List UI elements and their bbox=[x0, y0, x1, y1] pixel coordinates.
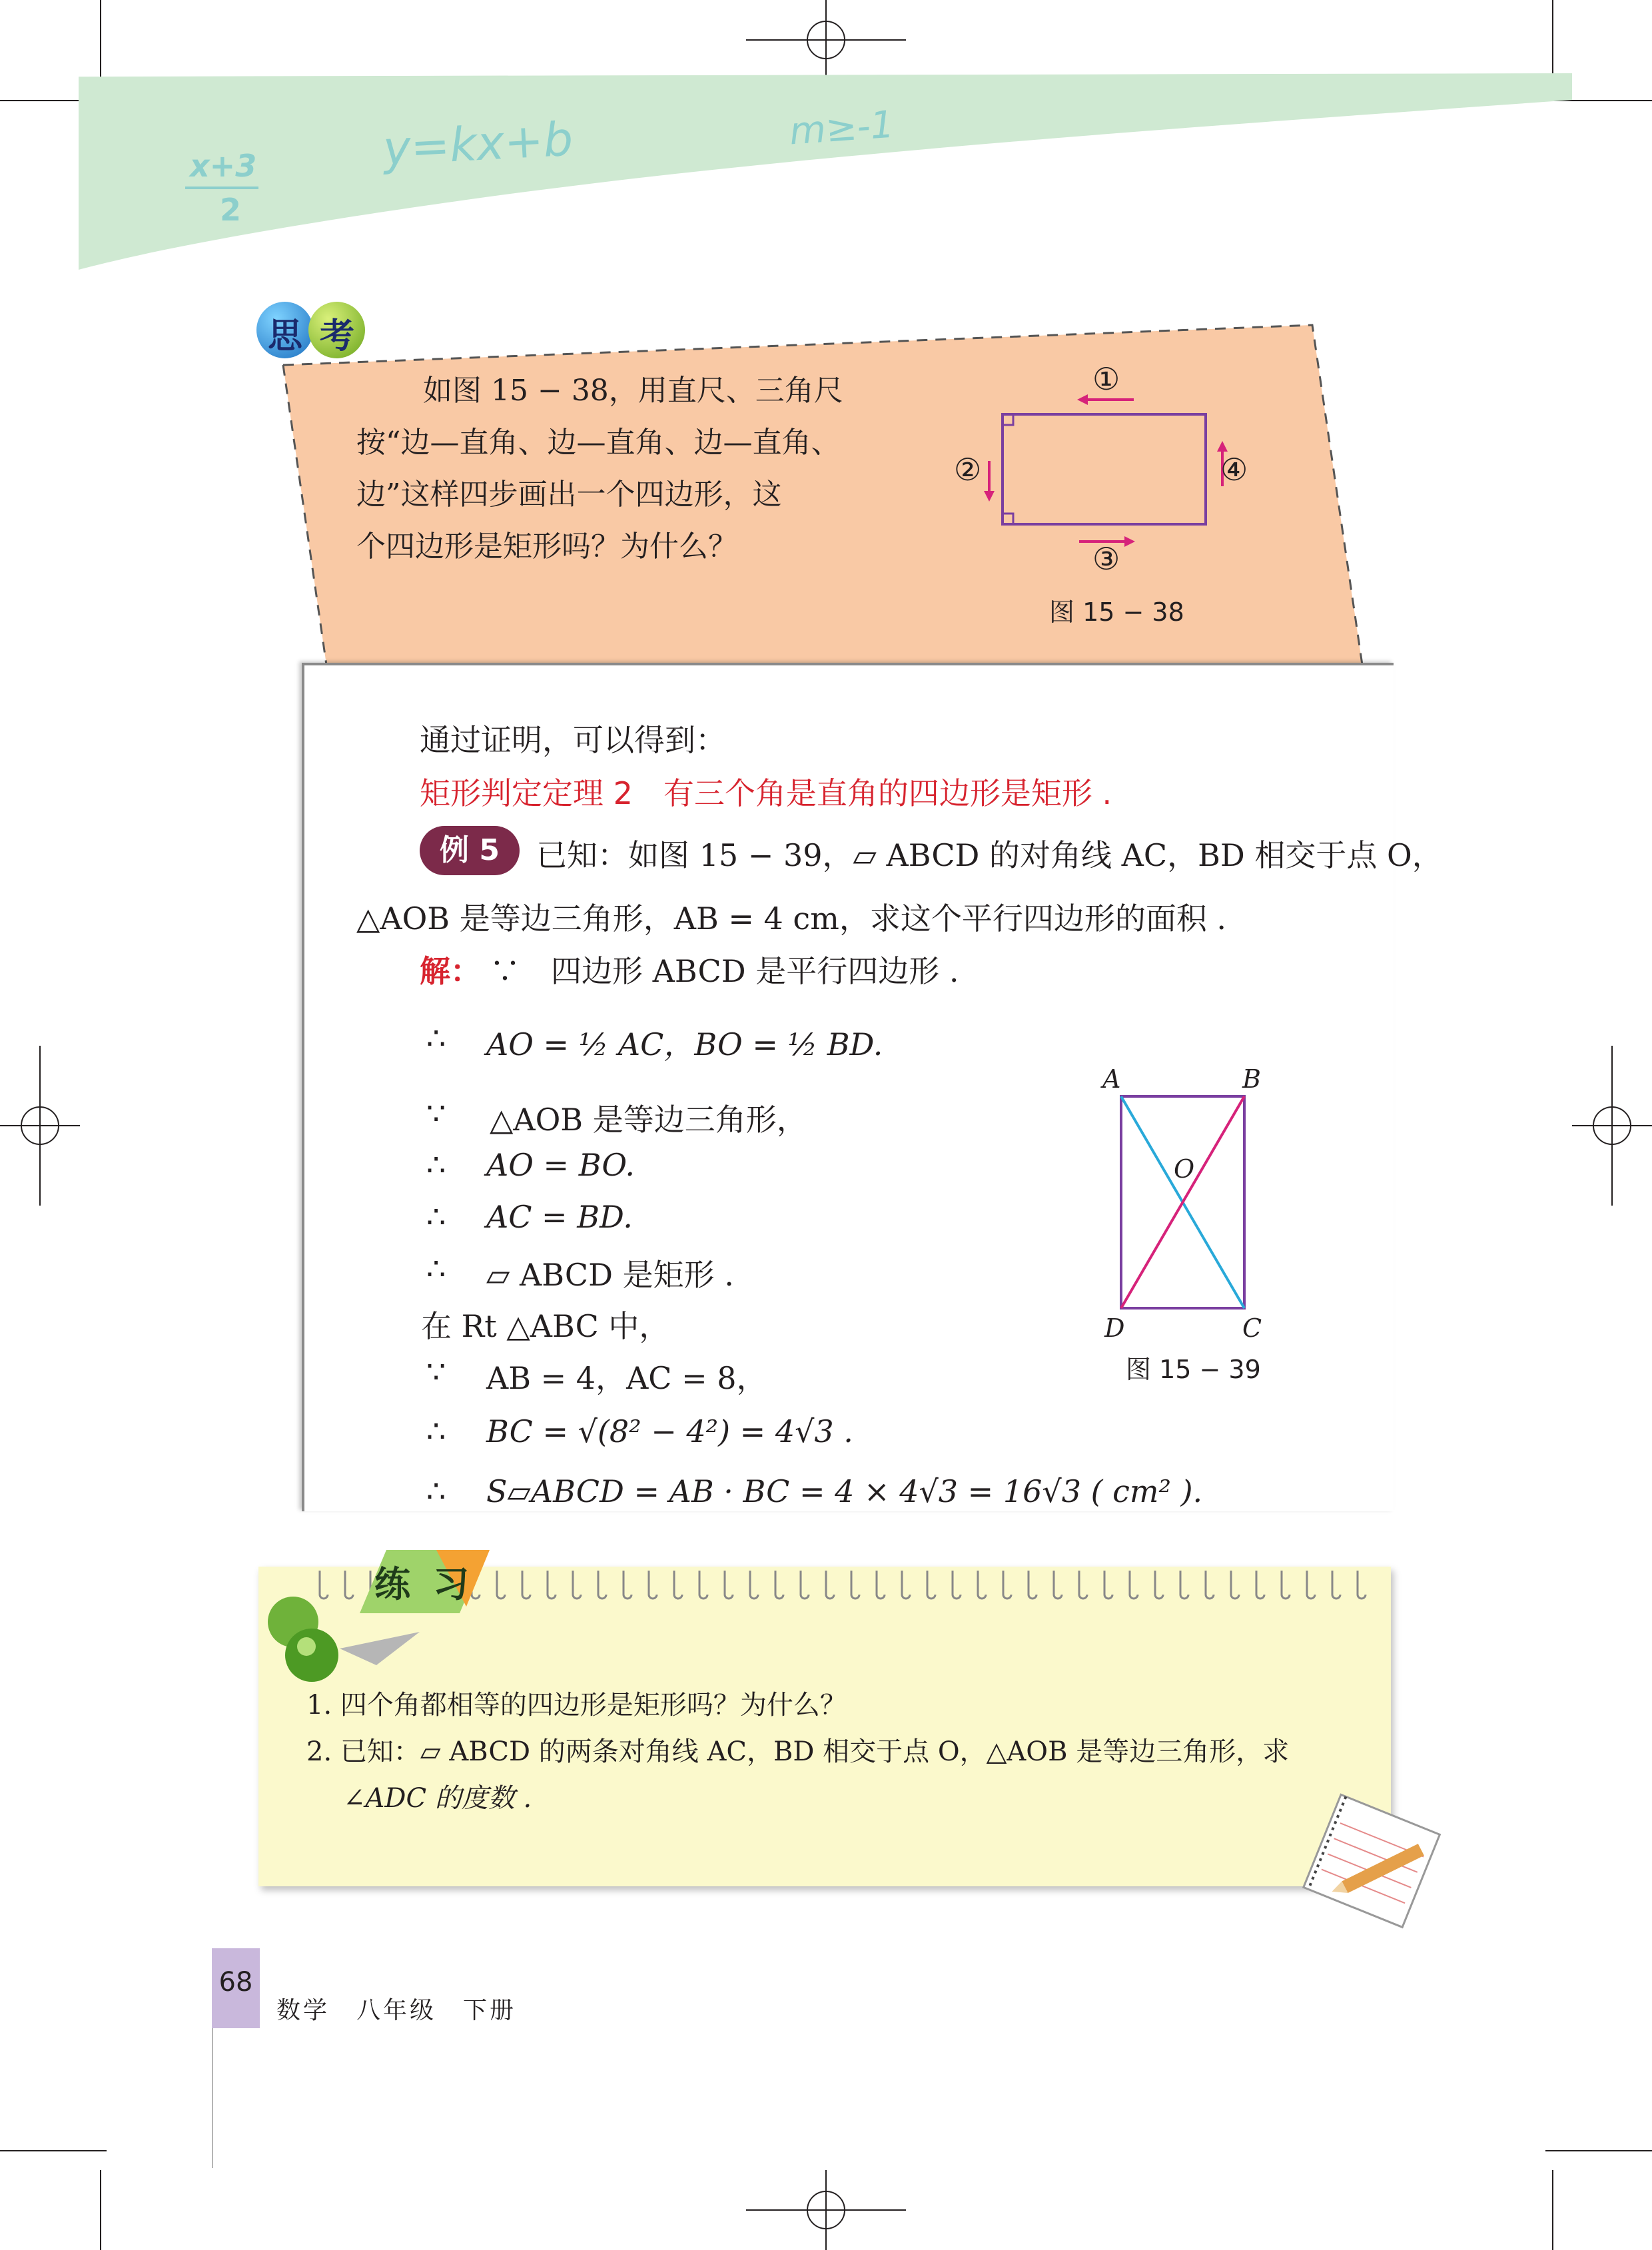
step-text: AO = ½ AC，BO = ½ BD. bbox=[486, 1026, 883, 1062]
step-symbol: ∴ bbox=[426, 1413, 446, 1449]
step-symbol: ∴ bbox=[426, 1199, 446, 1235]
fig39-label-o: O bbox=[1174, 1154, 1195, 1184]
fig39-label-c: C bbox=[1242, 1313, 1262, 1343]
example-line-2: △AOB 是等边三角形，AB = 4 cm，求这个平行四边形的面积 . bbox=[356, 901, 1227, 937]
think-line-4: 个四边形是矩形吗？为什么？ bbox=[356, 530, 737, 563]
book-title: 数学 八年级 下册 bbox=[276, 1997, 517, 2024]
fig38-label-4: ④ bbox=[1220, 452, 1248, 488]
step-symbol: ∴ bbox=[426, 1473, 446, 1509]
page-number: 68 bbox=[218, 1967, 253, 1998]
think-title-char1: 思 bbox=[267, 316, 302, 356]
banner-fraction-denominator: 2 bbox=[220, 192, 242, 228]
think-badge bbox=[256, 298, 373, 362]
fig38-arrow-2 bbox=[984, 461, 995, 502]
solution-first-line: ∵ 四边形 ABCD 是平行四边形 . bbox=[490, 953, 959, 989]
step-symbol: ∴ bbox=[426, 1020, 446, 1056]
solution-label: 解： bbox=[420, 953, 481, 989]
notepad-pencil-icon bbox=[1289, 1792, 1455, 1945]
step-text: S▱ABCD = AB · BC = 4 × 4√3 = 16√3 ( cm² ). bbox=[486, 1473, 1203, 1509]
fig38-label-1: ① bbox=[1092, 361, 1120, 397]
fig38-caption: 图 15 − 38 bbox=[1049, 597, 1184, 627]
exercise-1: 1. 四个角都相等的四边形是矩形吗？为什么？ bbox=[306, 1690, 847, 1720]
step-symbol: ∴ bbox=[426, 1251, 446, 1287]
practice-title-char1: 练 bbox=[374, 1563, 410, 1605]
theorem-text: 矩形判定定理 2 有三个角是直角的四边形是矩形 . bbox=[420, 775, 1112, 811]
intro-text: 通过证明，可以得到： bbox=[420, 722, 726, 758]
banner-linear-formula: y=kx+b bbox=[382, 111, 575, 177]
step-text: 在 Rt △ABC 中， bbox=[421, 1308, 670, 1344]
fig39-label-a: A bbox=[1102, 1064, 1121, 1094]
step-text: AC = BD. bbox=[486, 1199, 633, 1235]
step-symbol: ∵ bbox=[426, 1096, 446, 1132]
figure-15-39 bbox=[1092, 1059, 1279, 1352]
banner-inequality-formula: m≥-1 bbox=[787, 103, 896, 154]
step-text: △AOB 是等边三角形， bbox=[490, 1102, 807, 1138]
step-text: BC = √(8² − 4²) = 4√3 . bbox=[486, 1413, 853, 1449]
fig39-label-b: B bbox=[1242, 1064, 1261, 1094]
step-symbol: ∴ bbox=[426, 1147, 446, 1183]
exercise-2: 2. 已知：▱ ABCD 的两条对角线 AC，BD 相交于点 O，△AOB 是等边三角形，求 bbox=[306, 1736, 1290, 1767]
step-text: AB = 4，AC = 8， bbox=[486, 1360, 767, 1396]
think-line-1: 如图 15 − 38，用直尺、三角尺 bbox=[423, 374, 843, 408]
fig38-right-angle-bottom bbox=[1003, 514, 1013, 524]
registration-target-left bbox=[0, 1046, 80, 1206]
registration-target-bottom bbox=[746, 2170, 906, 2250]
fig39-caption: 图 15 − 39 bbox=[1126, 1355, 1261, 1384]
practice-title-char2: 习 bbox=[433, 1563, 469, 1605]
step-symbol: ∵ bbox=[426, 1354, 446, 1390]
think-title-char2: 考 bbox=[319, 316, 354, 356]
fig39-label-d: D bbox=[1104, 1313, 1125, 1343]
fig38-rectangle bbox=[1003, 414, 1206, 524]
example-badge: 例 5 bbox=[420, 826, 520, 875]
banner-fraction-numerator: x+3 bbox=[190, 148, 257, 184]
step-text: ▱ ABCD 是矩形 . bbox=[486, 1257, 734, 1293]
step-text: AO = BO. bbox=[486, 1147, 635, 1183]
fig38-label-2: ② bbox=[954, 452, 982, 488]
example-line-1: 已知：如图 15 − 39，▱ ABCD 的对角线 AC，BD 相交于点 O， bbox=[536, 837, 1443, 873]
think-line-2: 按“边—直角、边—直角、边—直角、 bbox=[356, 426, 841, 460]
page-number-tab bbox=[212, 1948, 260, 2028]
pushpin-icon bbox=[260, 1592, 433, 1692]
registration-target-right bbox=[1572, 1046, 1652, 1206]
think-line-3: 边”这样四步画出一个四边形，这 bbox=[356, 478, 782, 512]
fig38-label-3: ③ bbox=[1092, 541, 1120, 577]
fig38-right-angle-top bbox=[1003, 414, 1013, 425]
exercise-2-continued: ∠ADC 的度数 . bbox=[343, 1783, 532, 1814]
